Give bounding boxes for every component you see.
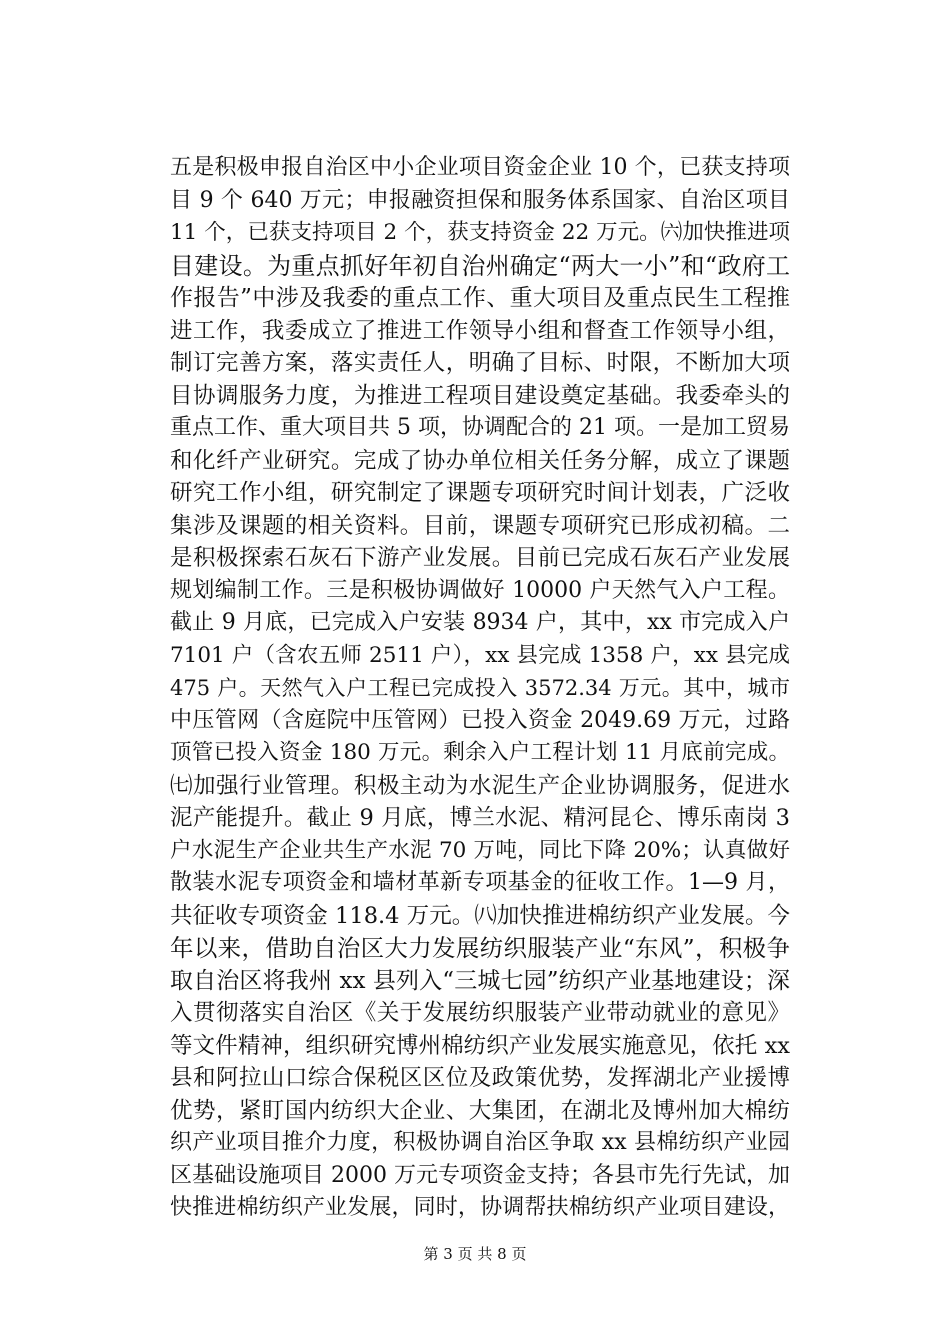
page-footer: 第 3 页 共 8 页: [423, 1245, 527, 1263]
text-line: 重点工作、重大项目共 5 项，协调配合的 21 项。一是加工贸易: [170, 415, 790, 440]
text-line: 户水泥生产企业共生产水泥 70 万吨，同比下降 20%；认真做好: [170, 837, 790, 863]
text-line: 作报告”中涉及我委的重点工作、重大项目及重点民生工程推: [170, 285, 790, 311]
text-line: 优势，紧盯国内纺织大企业、大集团，在湖北及博州加大棉纺: [170, 1097, 790, 1124]
text-line: 五是积极申报自治区中小企业项目资金企业 10 个，已获支持项: [170, 155, 790, 180]
text-line: 11 个，已获支持项目 2 个，获支持资金 22 万元。㈥加快推进项: [170, 220, 790, 245]
text-line: 泥产能提升。截止 9 月底，博兰水泥、精河昆仑、博乐南岗 3: [170, 805, 790, 831]
text-line: 织产业项目推介力度，积极协调自治区争取 xx 县棉纺织产业园: [170, 1130, 790, 1155]
text-line: 区基础设施项目 2000 万元专项资金支持；各县市先行先试，加: [170, 1162, 790, 1188]
text-line: ㈦加强行业管理。积极主动为水泥生产企业协调服务，促进水: [170, 772, 790, 799]
text-line: 目 9 个 640 万元；申报融资担保和服务体系国家、自治区项目: [170, 187, 790, 213]
body-text: [170, 152, 790, 1225]
text-line: 集涉及课题的相关资料。目前，课题专项研究已形成初稿。二: [170, 512, 790, 539]
text-line: 和化纤产业研究。完成了协办单位相关任务分解，成立了课题: [170, 447, 790, 474]
text-line: 入贯彻落实自治区《关于发展纺织服装产业带动就业的意见》: [170, 1000, 790, 1026]
text-line: 取自治区将我州 xx 县列入“三城七园”纺织产业基地建设；深: [170, 967, 790, 994]
text-line: 475 户。天然气入户工程已完成投入 3572.34 万元。其中，城市: [170, 676, 790, 700]
text-line: 制订完善方案，落实责任人，明确了目标、时限，不断加大项: [170, 350, 790, 376]
text-line: 截止 9 月底，已完成入户安装 8934 户，其中，xx 市完成入户: [170, 610, 790, 635]
text-line: 规划编制工作。三是积极协调做好 10000 户天然气入户工程。: [170, 577, 790, 603]
text-line: 等文件精神，组织研究博州棉纺织产业发展实施意见，依托 xx: [170, 1032, 790, 1059]
text-line: 研究工作小组，研究制定了课题专项研究时间计划表，广泛收: [170, 480, 790, 506]
text-line: 目协调服务力度，为推进工程项目建设奠定基础。我委牵头的: [170, 382, 790, 409]
text-line: 是积极探索石灰石下游产业发展。目前已完成石灰石产业发展: [170, 545, 790, 571]
text-line: 7101 户（含农五师 2511 户），xx 县完成 1358 户，xx 县完成: [170, 642, 790, 668]
text-line: 共征收专项资金 118.4 万元。㈧加快推进棉纺织产业发展。今: [170, 902, 790, 929]
text-line: 县和阿拉山口综合保税区区位及政策优势，发挥湖北产业援博: [170, 1065, 790, 1091]
text-line: 快推进棉纺织产业发展，同时，协调帮扶棉纺织产业项目建设，: [170, 1195, 790, 1220]
text-line: 顶管已投入资金 180 万元。剩余入户工程计划 11 月底前完成。: [170, 740, 790, 765]
text-line: 进工作，我委成立了推进工作领导小组和督查工作领导小组，: [170, 317, 790, 344]
text-line: 中压管网（含庭院中压管网）已投入资金 2049.69 万元，过路: [170, 707, 790, 733]
text-line: 目建设。为重点抓好年初自治州确定“两大一小”和“政府工: [170, 251, 790, 280]
text-line: 散装水泥专项资金和墙材革新专项基金的征收工作。1—9 月，: [170, 870, 790, 895]
text-line: 年以来，借助自治区大力发展纺织服装产业“东风”，积极争: [170, 934, 790, 962]
